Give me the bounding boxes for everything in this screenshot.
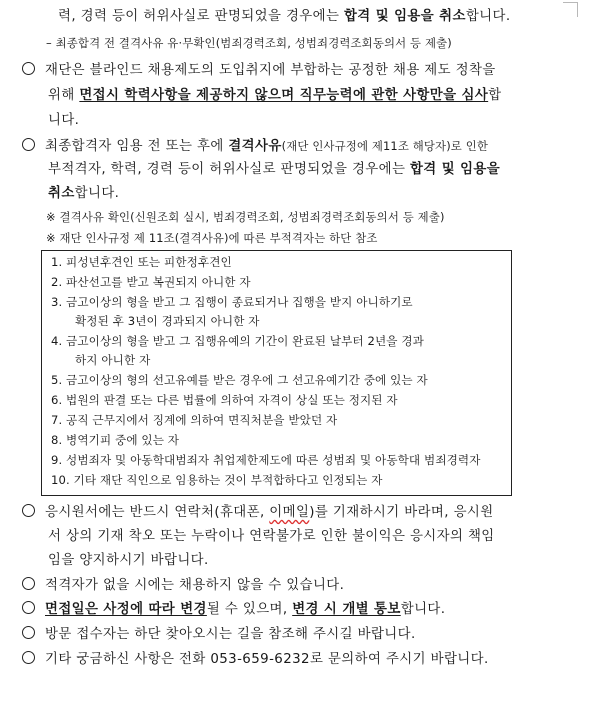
circle-bullet-icon (22, 601, 35, 614)
text-line-8: 취소합니다. (48, 186, 120, 201)
circle-bullet-icon (22, 651, 35, 664)
note-line-1: ※ 결격사유 확인(신원조회 실시, 범죄경력조회, 성범죄경력조회동의서 등 제출) (46, 210, 445, 224)
text-line-4: 위해 면접시 학력사항을 제공하지 않으며 직무능력에 관한 사항만을 심사합 (48, 88, 502, 103)
bullet-no-qualified: 적격자가 없을 시에는 채용하지 않을 수 있습니다. (22, 576, 344, 596)
box-item: 8. 병역기피 중에 있는 자 (51, 433, 180, 447)
box-item: 2. 파산선고를 받고 복권되지 아니한 자 (51, 275, 251, 289)
box-item: 10. 기타 재단 직인으로 임용하는 것이 부적합하다고 인정되는 자 (51, 473, 383, 487)
box-item: 4. 금고이상의 형을 받고 그 집행유예의 기간이 완료된 날부터 2년을 경과 (51, 334, 424, 348)
bullet-interview-change: 면접일은 사정에 따라 변경될 수 있으며, 변경 시 개별 통보합니다. (22, 600, 445, 620)
bullet-application-contact: 응시원서에는 반드시 연락처(휴대폰, 이메일)를 기재하시기 바라며, 응시원 (22, 503, 494, 523)
box-item: 6. 법원의 판결 또는 다른 법률에 의하여 자격이 상실 또는 정지된 자 (51, 393, 398, 407)
box-item: 확정된 후 3년이 경과되지 아니한 자 (75, 314, 260, 328)
text-line-7: 부적격자, 학력, 경력 등이 허위사실로 판명되었을 경우에는 합격 및 임용을 (48, 162, 501, 177)
text-line-5: 니다. (48, 113, 80, 128)
bullet-blind-hiring: 재단은 블라인드 채용제도의 도입취지에 부합하는 공정한 채용 제도 정착을 (22, 61, 496, 81)
box-item: 5. 금고이상의 형의 선고유예를 받은 경우에 그 선고유예기간 중에 있는 자 (51, 373, 428, 387)
bullet-visit: 방문 접수자는 하단 찾아오시는 길을 참조해 주시길 바랍니다. (22, 625, 416, 645)
disqualification-box (41, 250, 512, 496)
bullet-final-candidate: 최종합격자 임용 전 또는 후에 결격사유(재단 인사규정에 제11조 해당자)로 인한 (22, 136, 488, 157)
box-item: 9. 성범죄자 및 아동학대범죄자 취업제한제도에 따른 성범죄 및 아동학대 범죄경력자 (51, 453, 481, 467)
page-corner-mark (563, 2, 578, 17)
circle-bullet-icon (22, 62, 35, 75)
bullet-contact-phone: 기타 궁금하신 사항은 전화 053-659-6232로 문의하여 주시기 바랍니다. (22, 650, 489, 670)
box-item: 1. 피성년후견인 또는 피한정후견인 (51, 255, 232, 269)
box-item: 3. 금고이상의 형을 받고 그 집행이 종료되거나 집행을 받지 아니하기로 (51, 295, 413, 309)
text-line-1: 력, 경력 등이 허위사실로 판명되었을 경우에는 합격 및 임용을 취소합니다. (58, 9, 511, 24)
circle-bullet-icon (22, 504, 35, 517)
box-item: 7. 공직 근무지에서 징계에 의하여 면직처분을 받았던 자 (51, 413, 338, 427)
circle-bullet-icon (22, 626, 35, 639)
text-line-a2: 서 상의 기재 착오 또는 누락이나 연락불가로 인한 불이익은 응시자의 책임 (48, 529, 495, 544)
text-line-a3: 임을 양지하시기 바랍니다. (48, 553, 209, 568)
box-item: 하지 아니한 자 (75, 353, 151, 367)
note-line-2: ※ 재단 인사규정 제 11조(결격사유)에 따른 부적격자는 하단 참조 (46, 231, 378, 245)
circle-bullet-icon (22, 577, 35, 590)
circle-bullet-icon (22, 138, 35, 151)
text-line-2: – 최종합격 전 결격사유 유·무확인(범죄경력조회, 성범죄경력조회동의서 등 제출) (46, 36, 452, 50)
